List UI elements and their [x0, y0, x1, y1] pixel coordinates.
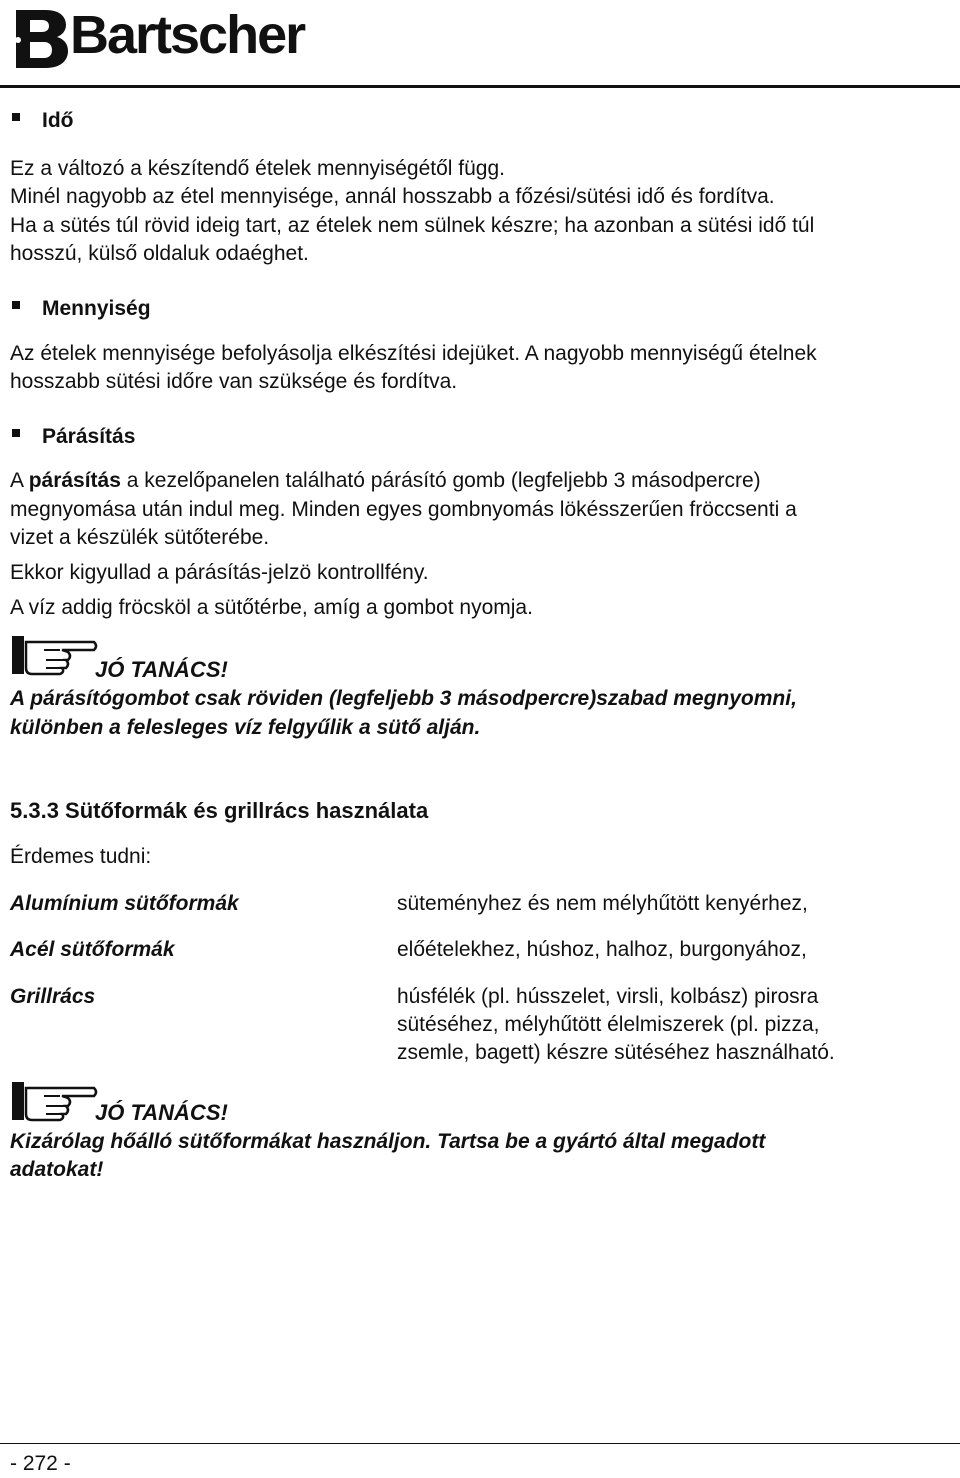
- paragraph-line: Ha a sütés túl rövid ideig tart, az ételek nem sülnek készre; ha azonban a sütési idő túl: [10, 214, 815, 237]
- header-divider: [0, 85, 960, 88]
- paragraph-line: hosszabb sütési időre van szüksége és fordítva.: [10, 370, 458, 393]
- paragraph-line: Minél nagyobb az étel mennyisége, annál hosszabb a főzési/sütési idő és fordítva.: [10, 185, 775, 208]
- tip-text-line: A párásítógombot csak röviden (legfeljebb 3 másodpercre)szabad megnyomni,: [10, 687, 797, 710]
- tip-heading: JÓ TANÁCS!: [95, 1100, 228, 1125]
- bullet-square-icon: [12, 301, 20, 309]
- paragraph-line: hosszú, külső oldaluk odaéghet.: [10, 242, 309, 265]
- table-row-desc: süteményhez és nem mélyhűtött kenyérhez,: [397, 892, 808, 915]
- logo-text: Bartscher: [70, 5, 305, 65]
- table-row-desc: előételekhez, húshoz, halhoz, burgonyához,: [397, 938, 807, 961]
- table-row-desc: sütéséhez, mélyhűtött élelmiszerek (pl. pizza,: [397, 1013, 820, 1036]
- bullet-square-icon: [12, 113, 20, 121]
- pointing-hand-icon: [10, 632, 98, 678]
- section-title: 5.3.3 Sütőformák és grillrács használata: [10, 798, 429, 823]
- tip-text-line: adatokat!: [10, 1158, 104, 1181]
- page-number: - 272 -: [10, 1452, 71, 1475]
- table-row-desc: húsfélék (pl. hússzelet, virsli, kolbász) pirosra: [397, 985, 819, 1008]
- heading-mennyiseg: Mennyiség: [12, 295, 151, 323]
- tip-text-line: különben a felesleges víz felgyűlik a sütő alján.: [10, 716, 481, 739]
- heading-ido: Idő: [12, 107, 74, 135]
- paragraph-line: vizet a készülék sütőterébe.: [10, 526, 270, 549]
- tip-heading: JÓ TANÁCS!: [95, 657, 228, 682]
- bullet-square-icon: [12, 429, 20, 437]
- table-row-desc: zsemle, bagett) készre sütéséhez használható.: [397, 1041, 835, 1064]
- paragraph-line: A víz addig fröcsköl a sütőtérbe, amíg a gombot nyomja.: [10, 596, 533, 619]
- table-row-label: Acél sütőformák: [10, 938, 175, 961]
- paragraph-line: A párásítás a kezelőpanelen található párásító gomb (legfeljebb 3 másodpercre): [10, 469, 761, 492]
- section-intro: Érdemes tudni:: [10, 845, 152, 868]
- heading-parasitas: Párásítás: [12, 423, 135, 451]
- paragraph-line: megnyomása után indul meg. Minden egyes gombnyomás lökésszerűen fröccsenti a: [10, 498, 797, 521]
- brand-logo: [12, 4, 305, 83]
- paragraph-line: Ez a változó a készítendő ételek mennyiségétől függ.: [10, 157, 505, 180]
- paragraph-line: Ekkor kigyullad a párásítás-jelzö kontrollfény.: [10, 561, 429, 584]
- paragraph-line: Az ételek mennyisége befolyásolja elkészítési idejüket. A nagyobb mennyiségű ételnek: [10, 342, 817, 365]
- table-row-label: Alumínium sütőformák: [10, 892, 239, 915]
- tip-text-line: Kizárólag hőálló sütőformákat használjon. Tartsa be a gyártó által megadott: [10, 1130, 766, 1153]
- table-row-label: Grillrács: [10, 985, 96, 1008]
- footer-divider: [0, 1443, 960, 1444]
- pointing-hand-icon: [10, 1078, 98, 1124]
